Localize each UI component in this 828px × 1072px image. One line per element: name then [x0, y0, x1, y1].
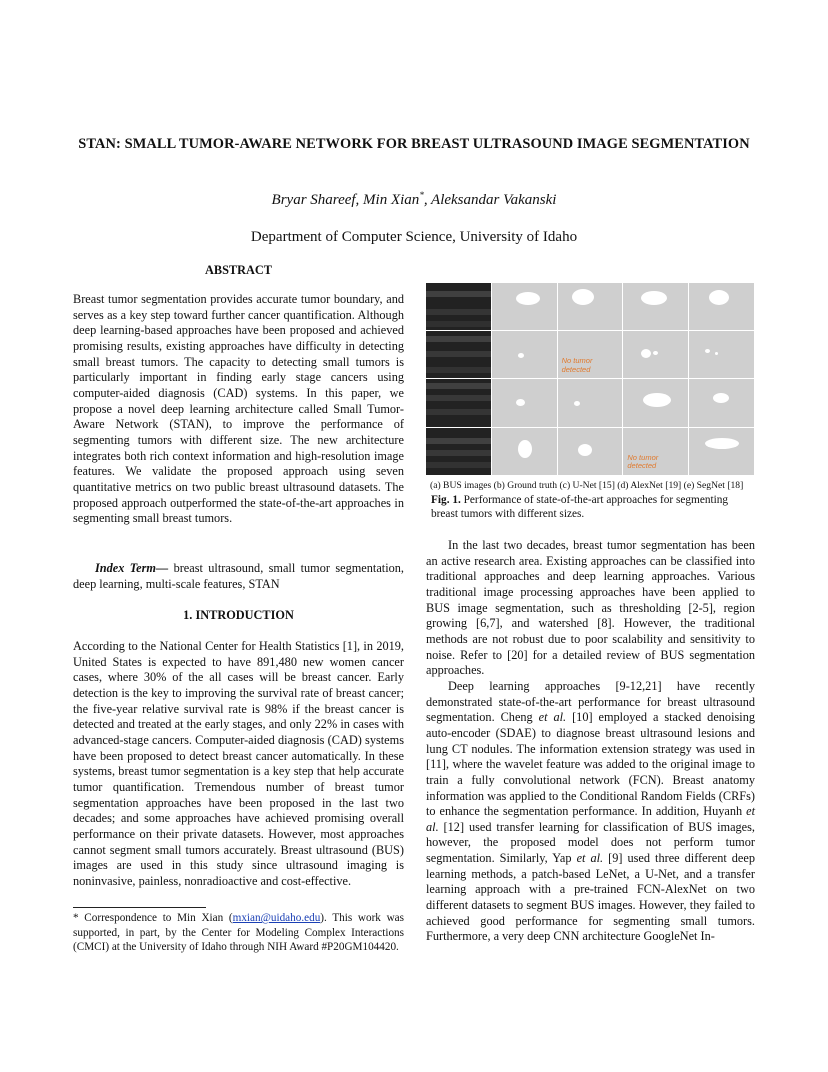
index-terms-label: Index Term—	[95, 561, 169, 575]
et-al-1: et al.	[538, 710, 567, 725]
segnet-result-row2	[689, 331, 754, 378]
alexnet-result-row3	[623, 379, 688, 426]
right-column-body	[426, 538, 755, 945]
related-work-paragraph-2	[426, 679, 755, 945]
unet-result-row3	[558, 379, 623, 426]
introduction-heading: 1. INTRODUCTION	[183, 608, 294, 622]
alexnet-result-row2	[623, 331, 688, 378]
ground-truth-row4	[492, 428, 557, 475]
introduction-body	[73, 639, 404, 890]
footnote	[73, 911, 404, 955]
bus-image-row3	[426, 379, 491, 426]
author-list	[0, 190, 828, 209]
introduction-paragraph: According to the National Center for Health Statistics [1], in 2019, United States is expected to have 891,480 new women cancer cases, where 30% of the all cases will be breast cancer. Early detection is the key to improving the survival rate of breast cancer; the five-year relative survival rate is 98% if the breast cancer is detected and treated at the early stages, and only 22% in cases with advanced-stage cancers. Computer-aided diagnosis (CAD) systems have been proposed to detect breast cancer automatically. In these systems, breast tumor segmentation is a key step that help accurate tumor quantification. Tremendous number of breast tumor segmentation approaches have been proposed in the last two decades; and some approaches have achieved promising overall performance on their private datasets. However, most approaches cannot segment small tumors accurately. Breast ultrasound (BUS) images are used in this study since ultrasound imaging is noninvasive, painless, nonradioactive and cost-effective.	[73, 639, 404, 888]
index-terms	[73, 561, 404, 592]
email-link[interactable]: mxian@uidaho.edu	[232, 912, 321, 924]
abstract-body	[73, 292, 404, 527]
abstract-text: Breast tumor segmentation provides accurate tumor boundary, and serves as a key step toward further cancer quantification. Although deep learning-based approaches have been proposed and achieved promising results, existing approaches have difficulty in detecting small breast tumors. The capacity to detecting small tumors is particularly important in finding early stage cancers using computer-aided diagnosis (CAD) systems. In this paper, we propose a novel deep learning architecture called Small Tumor-Aware Network (STAN), to improve the performance of segmenting tumors with different size. The new architecture integrates both rich context information and high-resolution image features. We validate the proposed approach using seven quantitative metrics on two public breast ultrasound datasets. The proposed approach outperformed the state-of-the-art approaches in segmenting small breast tumors.	[73, 292, 404, 526]
et-al-2: et al.	[426, 804, 755, 834]
ground-truth-row3	[492, 379, 557, 426]
p2-part-d: [9] used three different deep learning methods, a patch-based LeNet, a U-Net, and a transfer learning approach with a pre-trained FCN-AlexNet on two different datasets to segment BUS images. However, they failed to achieved good performance for segmenting small tumors. Furthermore, a very deep CNN architecture GoogleNet In-	[426, 851, 755, 944]
footnote-text-end: ). This work was supported, in part, by the Center for Modeling Complex Interactions (CMCI) at the University of Idaho through NIH Award #P20GM104420.	[73, 912, 405, 953]
correspondence-mark: *	[419, 190, 424, 200]
figure-caption	[431, 493, 751, 521]
alexnet-result-row4	[623, 428, 688, 475]
figure-label: Fig. 1.	[431, 494, 461, 506]
p2-part-b: [10] employed a stacked denoising auto-encoder (SDAE) to diagnose breast ultrasound lesions and lung CT nodules. The information extension strategy was used in [11], where the wavelet feature was added to the original image to train a fully convolutional network (FCN). Breast anatomy information was applied to the Conditional Random Fields (CRFs) to enhance the segmentation performance. In addition, Huyanh	[426, 710, 755, 819]
alexnet-result-row1	[623, 283, 688, 330]
abstract-heading: ABSTRACT	[205, 263, 272, 277]
bus-image-row4	[426, 428, 491, 475]
figure-caption-text: Performance of state-of-the-art approaches for segmenting breast tumors with different sizes.	[431, 494, 729, 520]
paper-title: STAN: SMALL TUMOR-AWARE NETWORK FOR BREAST ULTRASOUND IMAGE SEGMENTATION	[78, 136, 750, 152]
authors-first: Bryar Shareef, Min Xian	[271, 192, 420, 208]
footnote-divider	[73, 907, 206, 908]
p2-part-a: Deep learning approaches [9-12,21] have recently demonstrated state-of-the-art performance for breast ultrasound segmentation. Cheng	[426, 678, 755, 725]
affiliation: Department of Computer Science, University of Idaho	[250, 229, 578, 245]
authors-last: , Aleksandar Vakanski	[423, 192, 557, 208]
segnet-result-row1	[689, 283, 754, 330]
bus-image-row2	[426, 331, 491, 378]
figure-subcaptions: (a) BUS images (b) Ground truth (c) U-Net [15] (d) AlexNet [19] (e) SegNet [18]	[430, 480, 744, 491]
segnet-result-row3	[689, 379, 754, 426]
p2-part-c: [12] used transfer learning for classification of BUS images, however, the proposed model does not perform tumor segmentation. Similarly, Yap	[426, 819, 755, 866]
unet-result-row4	[558, 428, 623, 475]
unet-result-row1	[558, 283, 623, 330]
segnet-result-row4	[689, 428, 754, 475]
unet-result-row2	[558, 331, 623, 378]
bus-image-row1	[426, 283, 491, 330]
et-al-3: et al.	[576, 851, 604, 866]
no-tumor-label-alexnet: No tumor detected	[627, 452, 659, 471]
figure-1-grid	[426, 283, 754, 478]
ground-truth-row2	[492, 331, 557, 378]
footnote-text-start: * Correspondence to Min Xian (	[73, 912, 233, 924]
no-tumor-label-unet: No tumor detected	[561, 356, 593, 374]
related-work-paragraph-1: In the last two decades, breast tumor segmentation has been an active research area. Existing approaches can be classified into traditional approaches and deep learning approaches. Various traditional image processing approaches have been applied to BUS image segmentation, such as thresholding [2-5], region growing [6,7], and watershed [8]. However, the traditional methods are not robust due to poor scalability and sensitivity to noise. Refer to [20] for a detailed review of BUS segmentation approaches.	[426, 538, 755, 678]
ground-truth-row1	[492, 283, 557, 330]
index-terms-text: breast ultrasound, small tumor segmentation, deep learning, multi-scale features, STAN	[73, 561, 404, 591]
